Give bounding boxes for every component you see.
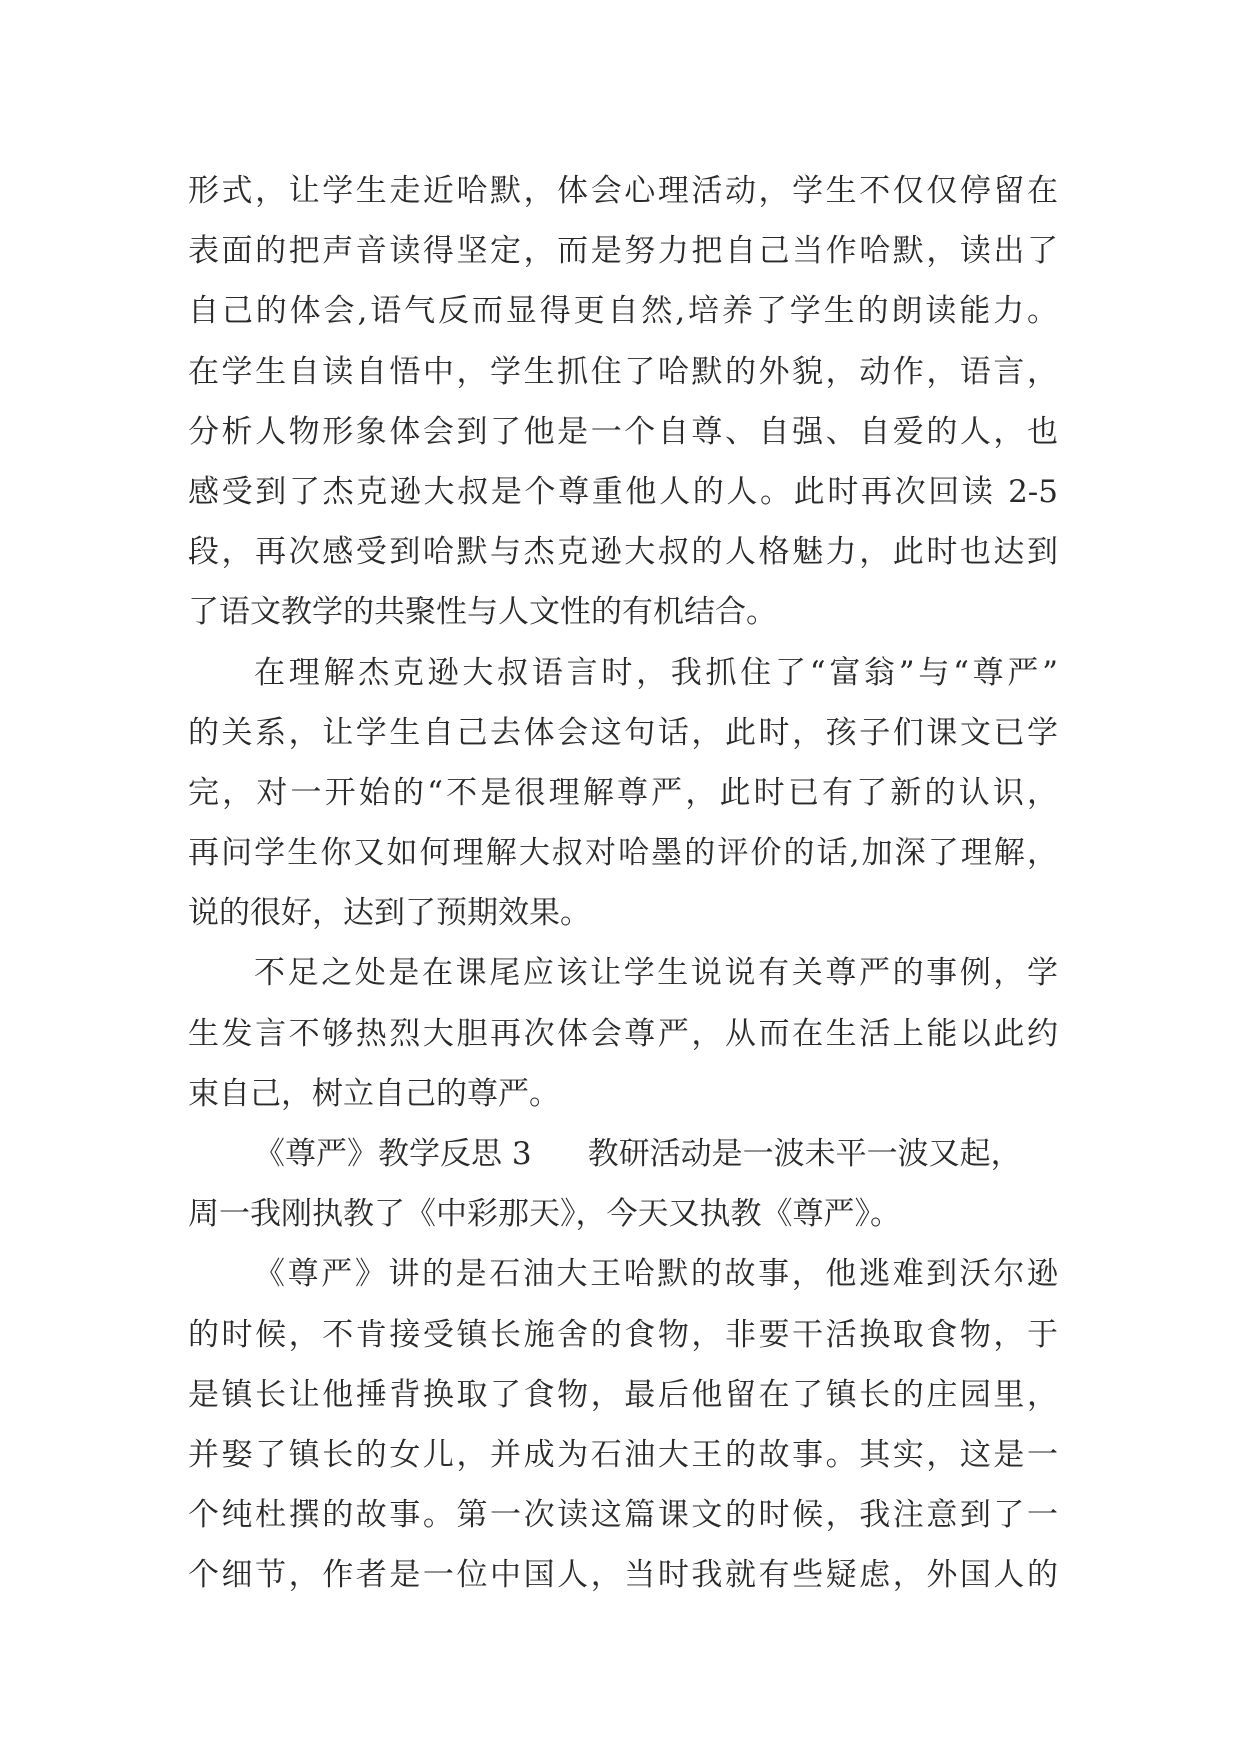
text-line: 个细节，作者是一位中国人，当时我就有些疑虑，外国人的 bbox=[188, 1557, 1058, 1594]
text-line: 生发言不够热烈大胆再次体会尊严，从而在生活上能以此约 bbox=[188, 1015, 1058, 1052]
text-line: 并娶了镇长的女儿，并成为石油大王的故事。其实，这是一 bbox=[188, 1436, 1058, 1473]
text-span: 教研活动是一波未平一波又起， bbox=[587, 1136, 1022, 1172]
section-heading: 《尊严》教学反思 3 bbox=[254, 1136, 532, 1172]
text-line: 自己的体会,语气反而显得更自然,培养了学生的朗读能力。 bbox=[188, 293, 1058, 330]
text-line: 周一我刚执教了《中彩那天》，今天又执教《尊严》。 bbox=[188, 1196, 901, 1233]
text-line: 感受到了杰克逊大叔是个尊重他人的人。此时再次回读 2-5 bbox=[188, 473, 1058, 510]
text-line: 分析人物形象体会到了他是一个自尊、自强、自爱的人，也 bbox=[188, 413, 1058, 450]
text-line: 再问学生你又如何理解大叔对哈墨的评价的话,加深了理解， bbox=[188, 835, 1058, 872]
text-line: 在学生自读自悟中，学生抓住了哈默的外貌，动作，语言， bbox=[188, 353, 1058, 390]
text-line: 完，对一开始的“不是很理解尊严，此时已有了新的认识， bbox=[188, 774, 1058, 811]
text-line: 的时候，不肯接受镇长施舍的食物，非要干活换取食物，于 bbox=[188, 1316, 1058, 1353]
text-line: 说的很好，达到了预期效果。 bbox=[188, 895, 591, 932]
document-body bbox=[188, 161, 1058, 1606]
text-line: 《尊严》讲的是石油大王哈默的故事，他逃难到沃尔逊 bbox=[254, 1256, 1058, 1293]
text-line: 束自己，树立自己的尊严。 bbox=[188, 1075, 560, 1112]
text-line: 个纯杜撰的故事。第一次读这篇课文的时候，我注意到了一 bbox=[188, 1497, 1058, 1534]
section-heading-line bbox=[188, 1124, 1058, 1184]
text-line: 不足之处是在课尾应该让学生说说有关尊严的事例，学 bbox=[254, 955, 1058, 992]
text-line: 在理解杰克逊大叔语言时，我抓住了“富翁”与“尊严” bbox=[254, 654, 1058, 691]
text-line: 了语文教学的共聚性与人文性的有机结合。 bbox=[188, 594, 777, 631]
text-line: 的关系，让学生自己去体会这句话，此时，孩子们课文已学 bbox=[188, 714, 1058, 751]
text-line: 表面的把声音读得坚定，而是努力把自己当作哈默，读出了 bbox=[188, 233, 1058, 270]
text-line: 是镇长让他捶背换取了食物，最后他留在了镇长的庄园里， bbox=[188, 1376, 1058, 1413]
text-line: 形式，让学生走近哈默，体会心理活动，学生不仅仅停留在 bbox=[188, 173, 1058, 209]
text-line: 段，再次感受到哈默与杰克逊大叔的人格魅力，此时也达到 bbox=[188, 534, 1058, 571]
